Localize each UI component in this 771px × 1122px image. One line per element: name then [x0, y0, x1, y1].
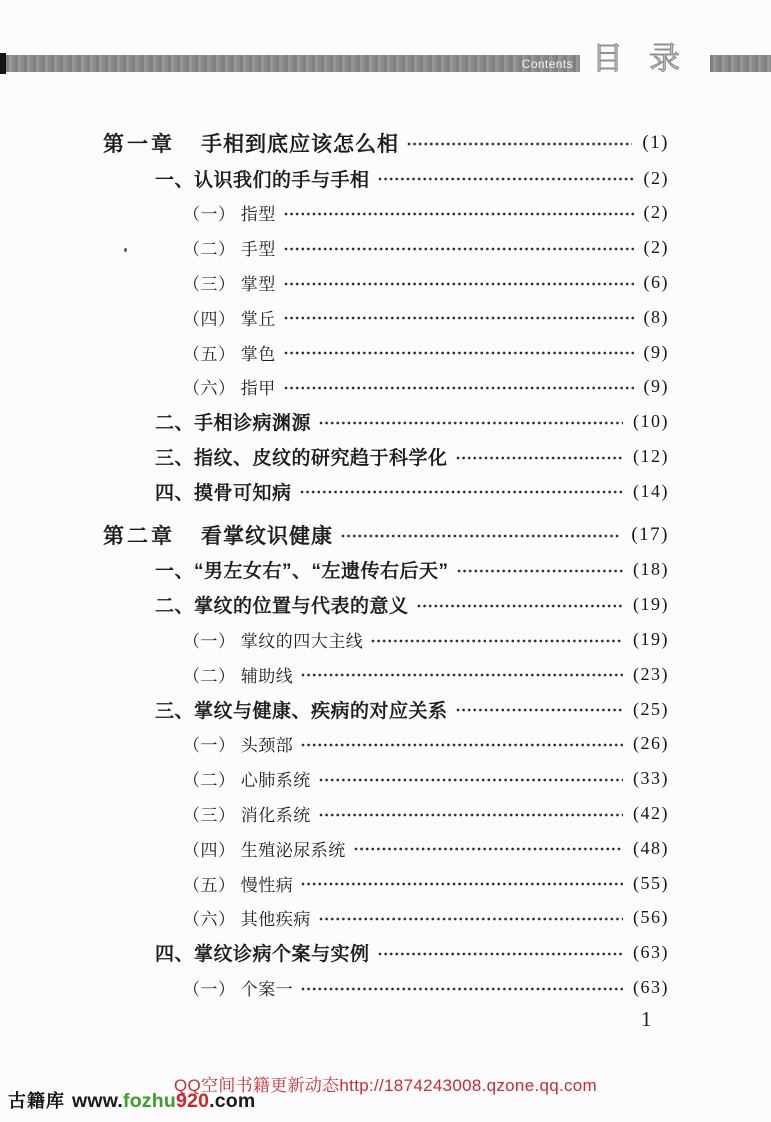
toc-row	[103, 474, 669, 509]
dot-leader	[378, 952, 623, 956]
toc-row-page: (33)	[633, 768, 669, 789]
dot-leader	[319, 421, 623, 425]
toc-row	[103, 196, 669, 231]
toc-row-label: 手相到底应该怎么相	[201, 133, 399, 157]
toc-row	[103, 518, 669, 553]
toc-row-page: (48)	[633, 837, 669, 858]
toc-row-label: 一、认识我们的手与手相	[155, 169, 370, 191]
toc-row	[103, 439, 669, 474]
toc-row	[103, 935, 669, 970]
toc-row	[103, 970, 669, 1005]
toc-row-label: 看掌纹识健康	[201, 525, 333, 549]
toc-row-page: (9)	[643, 341, 669, 362]
toc-row-page: (1)	[642, 132, 669, 154]
toc-row-page: (12)	[633, 446, 669, 467]
toc-row	[103, 901, 669, 936]
toc-row-page: (19)	[633, 629, 669, 650]
toc-row-label: （二） 心肺系统	[183, 771, 311, 791]
dot-leader	[319, 917, 623, 921]
toc-row-page: (17)	[631, 524, 669, 546]
toc-row-label: （三） 消化系统	[183, 806, 311, 826]
site-url	[72, 1090, 255, 1113]
toc-chapter-number: 第二章	[103, 525, 175, 549]
toc-row	[103, 692, 669, 727]
toc-row	[103, 657, 669, 692]
toc-row-page: (9)	[643, 376, 669, 397]
toc-row-label: （六） 指甲	[183, 379, 276, 399]
toc-row-label: 二、掌纹的位置与代表的意义	[155, 596, 409, 618]
site-url-920: 920	[175, 1090, 210, 1112]
dot-leader	[457, 569, 623, 573]
dot-leader	[284, 351, 634, 355]
toc-row-page: (2)	[643, 167, 669, 188]
header-gray-bar	[6, 55, 580, 72]
dot-leader	[319, 778, 623, 782]
toc-row-page: (6)	[643, 272, 669, 293]
header-gray-bar-right	[710, 55, 771, 72]
toc-row-label: 四、摸骨可知病	[155, 482, 292, 504]
toc-row	[103, 831, 669, 866]
dot-leader	[407, 142, 632, 146]
toc-row-label: （一） 指型	[183, 205, 276, 225]
toc-row-page: (19)	[633, 594, 669, 615]
toc-row	[103, 866, 669, 901]
toc-row-page: (2)	[643, 237, 669, 258]
site-url-fozhu: fozhu	[123, 1090, 176, 1112]
toc-row	[103, 796, 669, 831]
toc-row	[103, 587, 669, 622]
toc-row-page: (10)	[633, 411, 669, 432]
toc-row-label: （四） 生殖泌尿系统	[183, 840, 346, 860]
page-title: 目录	[592, 41, 706, 76]
dot-leader	[284, 386, 634, 390]
toc-row-page: (56)	[633, 907, 669, 928]
dot-leader	[301, 673, 623, 677]
toc-row-page: (25)	[633, 698, 669, 719]
toc-row-page: (18)	[633, 559, 669, 580]
folio-page-number: 1	[641, 1007, 652, 1031]
toc-row-page: (55)	[633, 872, 669, 893]
qq-watermark-text: QQ空间书籍更新动态http://1874243008.qzone.qq.com	[173, 1076, 598, 1095]
site-url-www: www.	[72, 1090, 123, 1112]
contents-label: Contents	[521, 56, 573, 71]
toc-row-label: （五） 慢性病	[183, 875, 294, 895]
toc-row-page: (23)	[633, 663, 669, 684]
toc-row	[103, 622, 669, 657]
toc-row-label: 四、掌纹诊病个案与实例	[155, 944, 370, 966]
toc-row-label: （一） 个案一	[183, 980, 294, 1000]
toc-row	[103, 161, 669, 196]
toc-row	[103, 370, 669, 405]
dot-leader	[456, 456, 623, 460]
dot-leader	[378, 177, 634, 181]
toc-row-label: （五） 掌色	[183, 344, 276, 364]
toc-row-label: 一、“男左女右”、“左遗传右后天”	[155, 561, 449, 583]
dot-leader	[301, 987, 623, 991]
toc-row-page: (2)	[643, 202, 669, 223]
toc-row-label: 三、掌纹与健康、疾病的对应关系	[155, 700, 448, 722]
toc-row-label: （一） 掌纹的四大主线	[183, 632, 364, 652]
toc-row-label: （四） 掌丘	[183, 309, 276, 329]
toc-row	[103, 300, 669, 335]
toc-row	[103, 335, 669, 370]
dot-leader	[284, 247, 634, 251]
dot-leader	[319, 813, 623, 817]
dot-leader	[417, 604, 623, 608]
dot-leader	[301, 743, 623, 747]
toc-row-label: 二、手相诊病渊源	[155, 413, 312, 435]
toc-row-page: (42)	[633, 803, 669, 824]
toc-row-label: （二） 手型	[183, 240, 276, 260]
toc-row-label: （六） 其他疾病	[183, 910, 311, 930]
dot-leader	[300, 490, 623, 494]
site-watermark	[8, 1087, 255, 1113]
toc-row-page: (63)	[633, 977, 669, 998]
dot-leader	[354, 847, 623, 851]
toc-row-page: (8)	[643, 306, 669, 327]
toc-row	[103, 727, 669, 762]
dot-leader	[456, 708, 623, 712]
toc-row	[103, 761, 669, 796]
toc-row-page: (63)	[633, 942, 669, 963]
scan-speck	[124, 248, 127, 252]
toc-row-label: （二） 辅助线	[183, 666, 294, 686]
site-url-com: .com	[209, 1090, 256, 1112]
dot-leader	[371, 639, 623, 643]
toc-list	[103, 126, 669, 1005]
toc-row	[103, 265, 669, 300]
toc-chapter-number: 第一章	[103, 133, 175, 157]
toc-row-page: (14)	[633, 480, 669, 501]
dot-leader	[284, 282, 634, 286]
toc-row	[103, 404, 669, 439]
dot-leader	[284, 316, 634, 320]
dot-leader	[301, 882, 623, 886]
toc-row-label: 三、指纹、皮纹的研究趋于科学化	[155, 448, 448, 470]
toc-row	[103, 553, 669, 588]
site-name: 古籍库	[8, 1091, 65, 1111]
toc-row	[103, 230, 669, 265]
toc-row-label: （一） 头颈部	[183, 736, 294, 756]
toc-row-page: (26)	[633, 733, 669, 754]
dot-leader	[284, 212, 634, 216]
dot-leader	[341, 534, 621, 538]
toc-row	[103, 126, 669, 161]
toc-row-label: （三） 掌型	[183, 275, 276, 295]
